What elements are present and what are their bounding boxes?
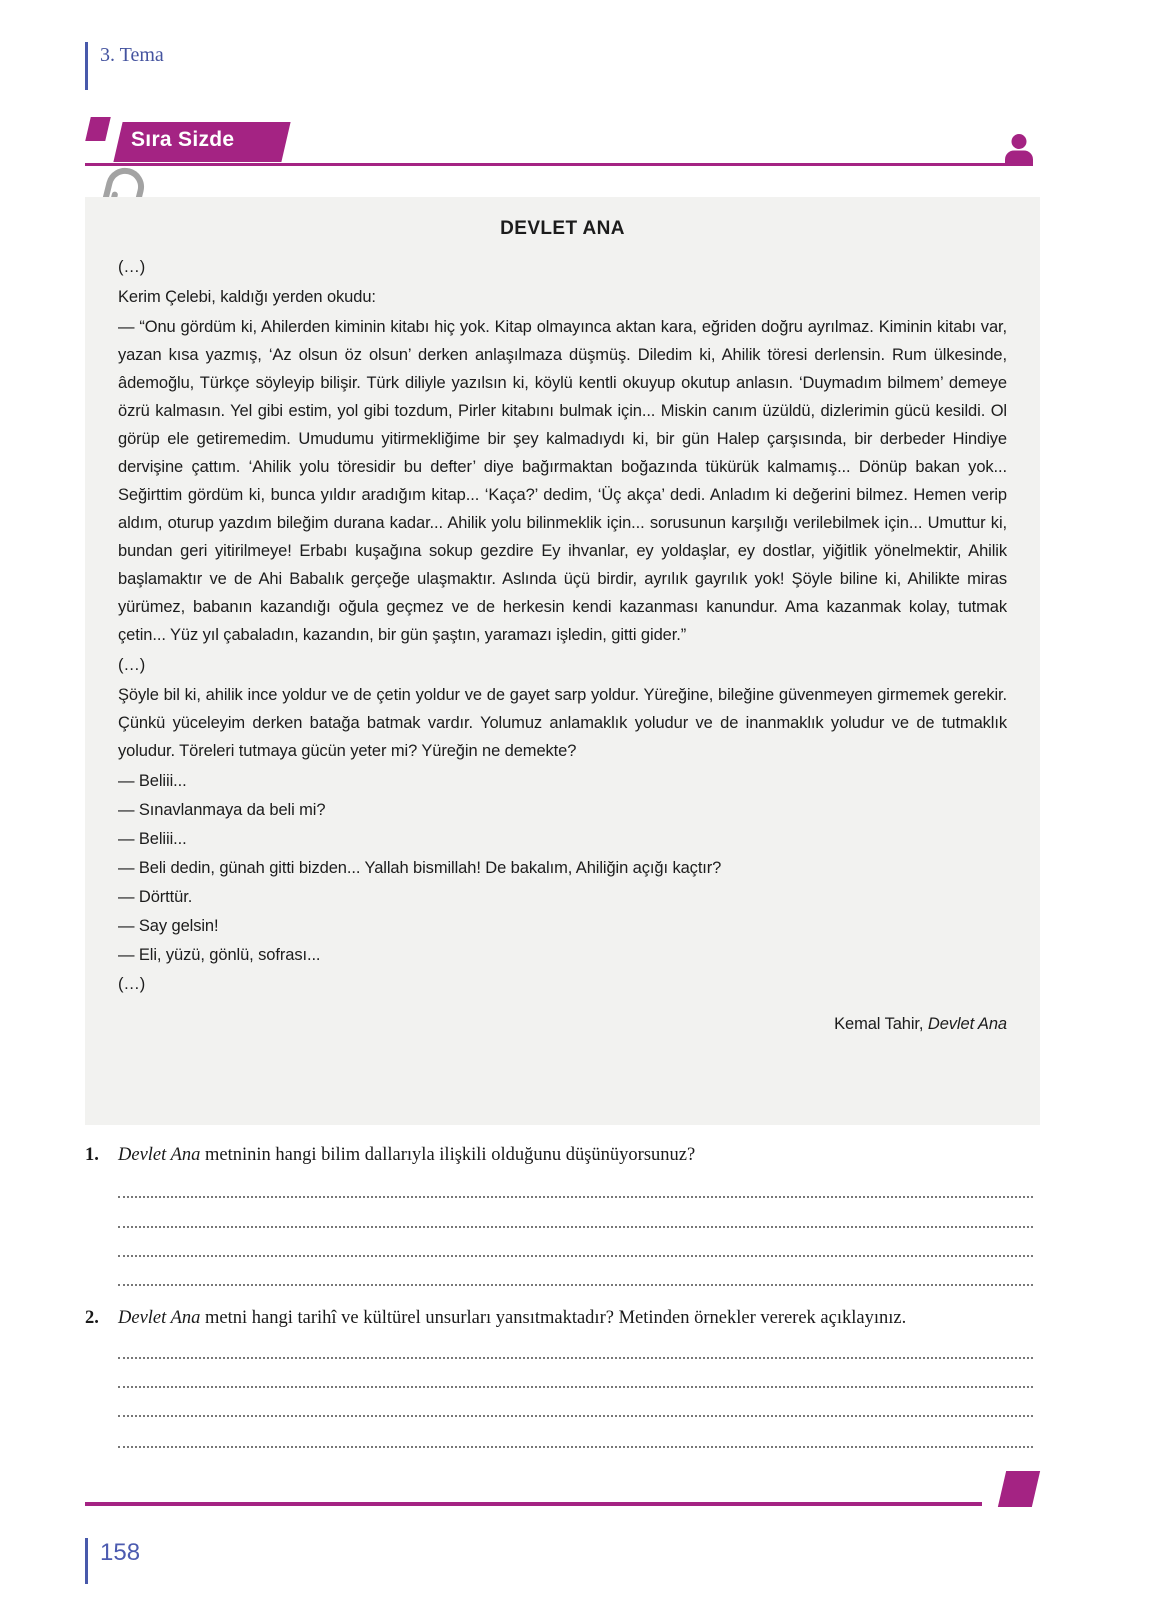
question-1-text (118, 1143, 695, 1167)
answer-line (118, 1357, 1033, 1359)
section-title: Sıra Sizde (131, 128, 235, 151)
ellipsis-marker: (…) (118, 258, 146, 276)
dialogue-line: — Eli, yüzü, gönlü, sofrası... (118, 946, 321, 964)
page-number: 158 (100, 1539, 141, 1566)
answer-line (118, 1284, 1033, 1286)
question-2 (85, 1306, 1033, 1330)
dialogue-line: — Beliii... (118, 772, 187, 790)
dialogue-line: — Sınavlanmaya da beli mi? (118, 801, 326, 819)
question-2-body: metni hangi tarihî ve kültürel unsurları yansıtmaktadır? Metinden örnekler vererek açıklayınız. (200, 1308, 907, 1328)
attribution-work-title: Devlet Ana (927, 1015, 1007, 1033)
theme-header (85, 42, 164, 90)
dialogue-line: — Dörttür. (118, 888, 193, 906)
dialogue-line: — Beliii... (118, 830, 187, 848)
passage-intro: Kerim Çelebi, kaldığı yerden okudu: (118, 288, 376, 306)
answer-line (118, 1415, 1033, 1417)
passage-paragraph-2: Şöyle bil ki, ahilik ince yoldur ve de çetin yoldur ve de gayet sarp yoldur. Yüreğine, bileğine güvenmeyen girmemek gerekir. Çünkü yüceleyim derken batağa batmak vardır. Yolumuz anlamaklık yoludur ve de inanmaklık yoludur ve de tutmaklık yoludur. Töreleri tutmaya gücün yeter mi? Yüreğin ne demekte? (118, 686, 1007, 760)
question-2-text (118, 1306, 906, 1330)
question-1-work-title: Devlet Ana (118, 1145, 201, 1165)
theme-label: 3. Tema (100, 44, 164, 66)
question-2-number: 2. (85, 1308, 99, 1328)
question-1-body: metninin hangi bilim dallarıyla ilişkili olduğunu düşünüyorsunuz? (200, 1145, 696, 1165)
page-number-block (85, 1538, 140, 1584)
attribution-author: Kemal Tahir, (834, 1015, 928, 1033)
reading-passage-box (85, 197, 1040, 1125)
footer-rule (85, 1502, 982, 1506)
person-icon (1002, 134, 1036, 163)
answer-line (118, 1446, 1033, 1448)
ellipsis-marker: (…) (118, 975, 146, 993)
dialogue-line: — Beli dedin, günah gitti bizden... Yallah bismillah! De bakalım, Ahiliğin açığı kaçtır? (118, 859, 722, 877)
answer-line (118, 1196, 1033, 1198)
passage-paragraph-1: — “Onu gördüm ki, Ahilerden kiminin kitabı hiç yok. Kitap olmayınca aktan kara, eğriden doğru ayrılmaz. Kiminin kitabı var, yazan kısa yazmış, ‘Az olsun öz olsun’ derken anlaşılmaza düşmüş. Diledim ki, Ahilik töresi derlensin. Rum ülkesinde, âdemoğlu, Türkçe söyleyip bilişir. Türk diliyle yazılsın ki, köylü kentli okuyup okutup anlasın. ‘Duymadım bilmem’ demeye özrü kalmasın. Yel gibi estim, yol gibi tozdum, Pirler kitabını bulmak için... Miskin canım üzüldü, dizlerimin gücü kesildi. Ol görüp ele getiremedim. Umudumu yitirmekliğime bir şey kalmadıydı ki, bir gün Halep çarşısında, bir derbeder Hindiye dervişine çattım. ‘Ahilik yolu töresidir bu defter’ diye bağırmaktan boğazında tükürük kalmamış... Dönüp bakan yok... Seğirttim gördüm ki, bunca yıldır aradığım kitap... ‘Kaça?’ dedim, ‘Üç akça’ dedi. Anladım ki değerini bilmez. Hemen verip aldım, oturup yazdım bileğim durana kadar... Ahilik yolu bilinmeklik için... sorusunun karşılığı verilebilmek için... Umuttur ki, bundan geri yitirilmeye! Erbabı kuşağına sokup gezdire Ey ihvanlar, ey yoldaşlar, ey dostlar, yiğitlik yönelmektir, Ahilik başlamaktır ve de Ahi Babalık gerçeğe ulaşmaktır. Aslında üçü birdir, ayrılık gayrılık yok! Şöyle biline ki, Ahilikte miras yürümez, babanın kazandığı oğula geçmez ve de herkesin kendi kazanması kanundur. Ama kazanmak kolay, tutmak çetin... Yüz yıl çabaladın, kazandın, bir gün şaştın, yaramazı işledin, gitti gider.” (118, 318, 1007, 644)
passage-title: DEVLET ANA (500, 218, 625, 239)
passage-attribution (118, 1010, 1007, 1038)
ellipsis-marker: (…) (118, 656, 146, 674)
question-2-work-title: Devlet Ana (118, 1308, 201, 1328)
question-1-number: 1. (85, 1145, 99, 1165)
dialogue-line: — Say gelsin! (118, 917, 219, 935)
banner-rule (85, 163, 1033, 166)
answer-line (118, 1226, 1033, 1228)
banner-notch-shape (85, 117, 111, 141)
answer-line (118, 1386, 1033, 1388)
answer-line (118, 1255, 1033, 1257)
footer-notch-shape (998, 1471, 1040, 1507)
question-1 (85, 1143, 1033, 1167)
